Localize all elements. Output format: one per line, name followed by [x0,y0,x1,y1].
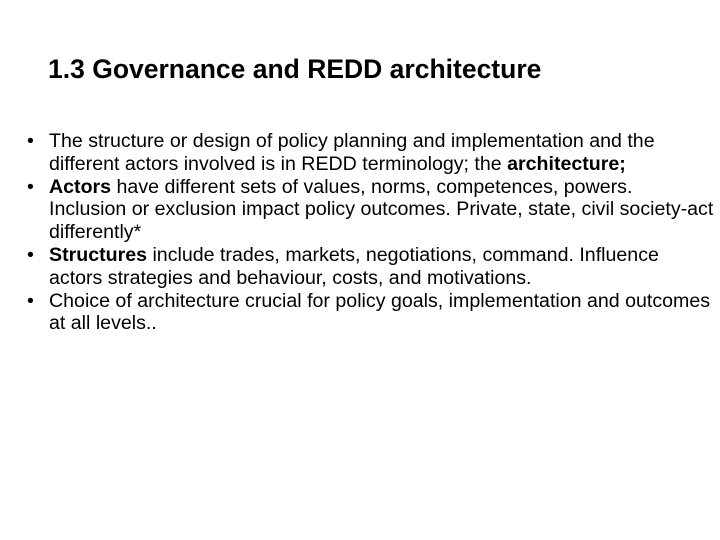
bullet-bold-term: Actors [49,175,112,198]
bullet-item-actors [27,176,715,244]
bullet-icon: • [27,289,34,312]
bullet-text: have different sets of values, norms, competences, powers. Inclusion or exclusion impact policy outcomes. Private, state, civil society-act differently* [49,175,714,244]
bullet-icon: • [27,130,34,152]
bullet-bold-term: Structures [49,243,147,266]
bullet-text: include trades, markets, negotiations, command. Influence actors strategies and behaviour, costs, and motivations. [49,243,659,289]
bullet-item-choice [27,290,715,336]
bullet-icon: • [27,175,34,198]
bullet-list [27,130,715,335]
bullet-text: Choice of architecture crucial for policy goals, implementation and outcomes at all levels.. [49,289,711,335]
bullet-text: The structure or design of policy planning and implementation and the different actors involved is in REDD terminology; the [49,130,655,175]
bullet-item-structures [27,244,715,290]
bullet-bold-term: architecture; [507,152,626,175]
bullet-icon: • [27,243,34,266]
bullet-item-architecture [27,130,715,176]
slide-title: 1.3 Governance and REDD architecture [48,54,542,84]
